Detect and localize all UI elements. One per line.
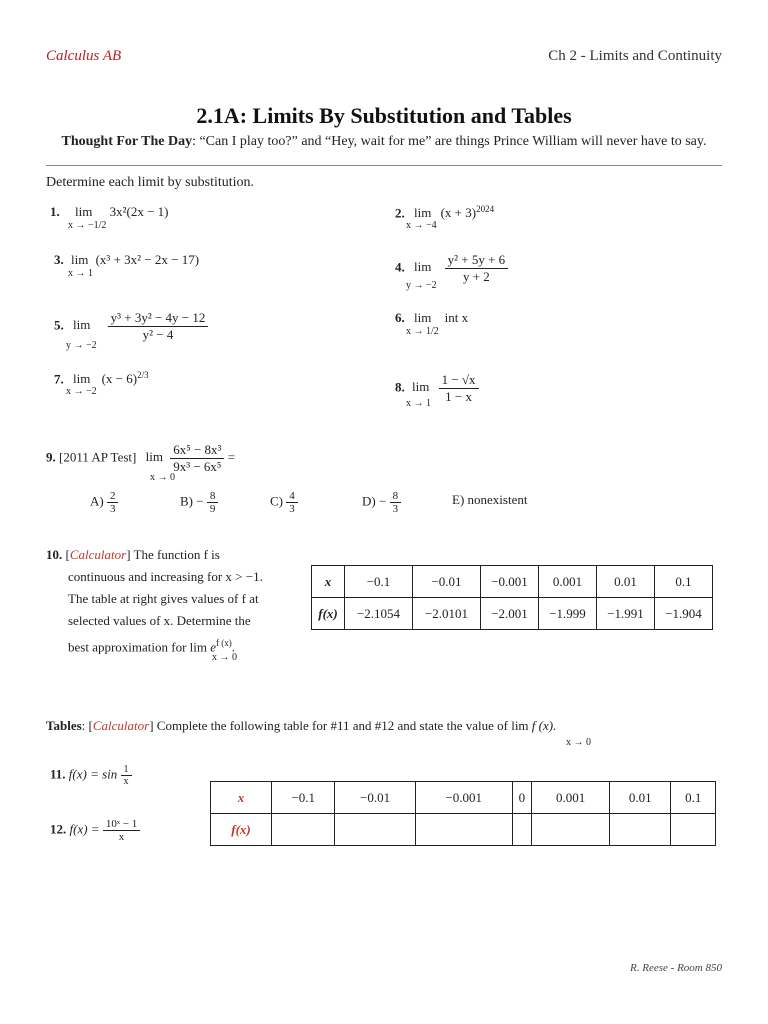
lim: lim <box>414 259 432 275</box>
lim: lim <box>189 639 208 655</box>
answer-cell[interactable] <box>532 814 610 846</box>
text: Complete the following table for #11 and #12 and state the value of <box>156 718 508 733</box>
problem-number: 1. <box>50 204 60 219</box>
fraction <box>108 310 209 343</box>
table-cell: 0.1 <box>654 566 712 598</box>
answer-cell[interactable] <box>272 814 335 846</box>
table-cell: −1.999 <box>539 598 597 630</box>
problem-7 <box>54 370 149 387</box>
problem-number: 11. <box>50 766 66 782</box>
lim: lim <box>145 449 163 465</box>
table-cell: 0.01 <box>597 566 655 598</box>
text-line: The function f is <box>133 547 220 562</box>
chapter-name: Ch 2 - Limits and Continuity <box>548 48 722 64</box>
problem-number: 2. <box>395 205 405 221</box>
denominator: y² − 4 <box>142 327 174 342</box>
table-cell: 0.001 <box>532 782 610 814</box>
course-name: Calculus AB <box>46 48 122 64</box>
expression: (x − 6) <box>101 371 138 387</box>
problem-number: 8. <box>395 379 405 395</box>
numerator: 2 <box>107 490 119 503</box>
table-cell: −1.904 <box>654 598 712 630</box>
period: . <box>231 639 236 655</box>
fraction <box>286 490 298 515</box>
lim: lim <box>73 317 91 333</box>
choice-e[interactable]: E) nonexistent <box>452 492 528 507</box>
fraction <box>170 442 224 475</box>
text-line: The table at right gives values of f at <box>68 591 259 606</box>
header-cell: x <box>211 782 272 814</box>
denominator: x <box>123 776 129 787</box>
equals: = <box>227 449 236 465</box>
expression: f(x) = <box>69 821 100 837</box>
denominator: 3 <box>392 503 399 515</box>
section-label: Tables <box>46 718 82 733</box>
limit-subscript: x → −2 <box>66 386 97 397</box>
fraction <box>439 372 479 405</box>
answer-cell[interactable] <box>335 814 415 846</box>
table-cell: −0.1 <box>345 566 413 598</box>
exponent: 2024 <box>476 204 495 214</box>
table-cell: 0 <box>512 782 531 814</box>
expression: f(x) = sin <box>68 766 118 782</box>
expression: (x³ + 3x² − 2x − 17) <box>95 252 200 267</box>
lim: lim <box>511 718 529 733</box>
problem-number: 3. <box>54 252 64 267</box>
problem-number: 10. <box>46 547 63 562</box>
answer-cell[interactable] <box>610 814 671 846</box>
table-row <box>312 566 713 598</box>
calculator-tag: Calculator <box>92 718 150 733</box>
denominator: 9 <box>209 503 216 515</box>
choice-label: A) <box>90 493 104 509</box>
expression: 3x²(2x − 1) <box>109 204 169 219</box>
limit-subscript: x → 0 <box>212 652 237 663</box>
choice-label: D) − <box>362 493 387 509</box>
problem-1 <box>50 204 168 220</box>
choice-c[interactable] <box>270 490 298 515</box>
fraction <box>121 764 132 787</box>
table-cell: −0.001 <box>481 566 539 598</box>
fraction <box>107 490 119 515</box>
denominator: 1 − x <box>445 389 472 404</box>
answer-cell[interactable] <box>512 814 531 846</box>
table-cell: 0.1 <box>671 782 716 814</box>
numerator: 6x⁵ − 8x³ <box>170 442 224 459</box>
table-row <box>211 782 716 814</box>
problem-10: 10. [Calculator] The function f is continuous and increasing for x > −1. The table at right gives values of f at selected values of x. Determine the best approximation for $\lim e^{f (x)}$. <box>46 547 263 655</box>
table-cell: −2.0101 <box>413 598 481 630</box>
numerator: 8 <box>207 490 219 503</box>
text-line: selected values of x. Determine the <box>68 613 251 628</box>
calculator-tag: Calculator <box>69 547 127 562</box>
fraction <box>207 490 219 515</box>
choice-d[interactable] <box>362 490 401 515</box>
problem-tag: [2011 AP Test] <box>59 449 137 465</box>
header-cell: f(x) <box>211 814 272 846</box>
problem-number: 5. <box>54 317 64 333</box>
lim: lim <box>71 252 89 267</box>
problem-3 <box>54 252 199 268</box>
lim: lim <box>75 204 93 219</box>
table-problems-11-12 <box>210 781 716 846</box>
exponent: f (x) <box>216 638 232 648</box>
lim: lim <box>412 379 430 395</box>
choice-label: C) <box>270 493 283 509</box>
limit-subscript: x → 1/2 <box>406 326 439 337</box>
instructions: Determine each limit by substitution. <box>46 175 255 190</box>
numerator: y² + 5y + 6 <box>445 252 509 269</box>
footer: R. Reese - Room 850 <box>630 962 722 974</box>
table-problem-10 <box>311 565 713 630</box>
limit-subscript: x → 1 <box>68 268 93 279</box>
table-cell: −0.01 <box>413 566 481 598</box>
exponent: 2/3 <box>137 370 149 380</box>
numerator: y³ + 3y² − 4y − 12 <box>108 310 209 327</box>
problem-number: 7. <box>54 371 64 387</box>
denominator: x <box>118 831 125 843</box>
numerator: 8 <box>390 490 402 503</box>
table-cell: −2.1054 <box>345 598 413 630</box>
tables-instructions: Tables: [Calculator] Complete the following table for #11 and #12 and state the value of lim f (x). <box>46 718 557 733</box>
expression: f (x). <box>531 718 557 733</box>
limit-subscript: x → −1/2 <box>68 220 107 231</box>
problem-number: 4. <box>395 259 405 275</box>
expression: (x + 3) <box>440 205 477 221</box>
page-title: 2.1A: Limits By Substitution and Tables <box>196 103 572 128</box>
fraction <box>390 490 402 515</box>
lim: lim <box>414 205 432 221</box>
table-row <box>211 814 716 846</box>
problem-11 <box>50 764 132 787</box>
table-cell: −1.991 <box>597 598 655 630</box>
table-cell: −0.1 <box>272 782 335 814</box>
lim: lim <box>73 371 91 387</box>
fraction <box>445 252 509 285</box>
expression: e <box>210 639 217 655</box>
limit-subscript: x → 0 <box>150 472 175 483</box>
problem-2 <box>395 204 494 221</box>
fraction <box>103 818 140 843</box>
limit-subscript: x → 1 <box>406 398 431 409</box>
numerator: 1 − √x <box>439 372 479 389</box>
header-cell: f(x) <box>312 598 345 630</box>
problem-number: 12. <box>50 821 67 837</box>
problem-number: 6. <box>395 310 405 325</box>
lim: lim <box>414 310 432 325</box>
thought-text: : “Can I play too?” and “Hey, wait for me” are things Prince William will never have to say. <box>192 134 707 149</box>
numerator: 10ˣ − 1 <box>103 818 140 831</box>
limit-subscript: x → −4 <box>406 220 437 231</box>
denominator: 9x³ − 6x⁵ <box>173 459 222 474</box>
table-cell: 0.001 <box>539 566 597 598</box>
problem-5 <box>54 310 208 343</box>
text-line: continuous and increasing for x > −1. <box>68 569 263 584</box>
header-cell: x <box>312 566 345 598</box>
expression: int x <box>444 310 469 325</box>
limit-subscript: y → −2 <box>66 340 97 351</box>
table-row <box>312 598 713 630</box>
denominator: 3 <box>289 503 295 515</box>
denominator: 3 <box>109 503 116 515</box>
problem-12 <box>50 818 140 843</box>
thought-label: Thought For The Day <box>61 134 193 149</box>
table-cell: −2.001 <box>481 598 539 630</box>
denominator: y + 2 <box>462 269 490 284</box>
thought-for-the-day <box>46 134 722 150</box>
table-cell: 0.01 <box>610 782 671 814</box>
answer-cell[interactable] <box>415 814 512 846</box>
problem-9 <box>46 442 235 475</box>
choice-a[interactable] <box>90 490 118 515</box>
table-cell: −0.01 <box>335 782 415 814</box>
table-cell: −0.001 <box>415 782 512 814</box>
answer-cell[interactable] <box>671 814 716 846</box>
choice-b[interactable] <box>180 490 218 515</box>
divider <box>46 165 722 166</box>
numerator: 1 <box>121 764 132 776</box>
problem-6 <box>395 310 468 326</box>
limit-subscript: x → 0 <box>566 737 591 748</box>
text-line: best approximation for <box>68 639 187 655</box>
limit-subscript: y → −2 <box>406 280 437 291</box>
numerator: 4 <box>286 490 298 503</box>
choice-label: B) − <box>180 493 204 509</box>
problem-number: 9. <box>46 449 56 465</box>
